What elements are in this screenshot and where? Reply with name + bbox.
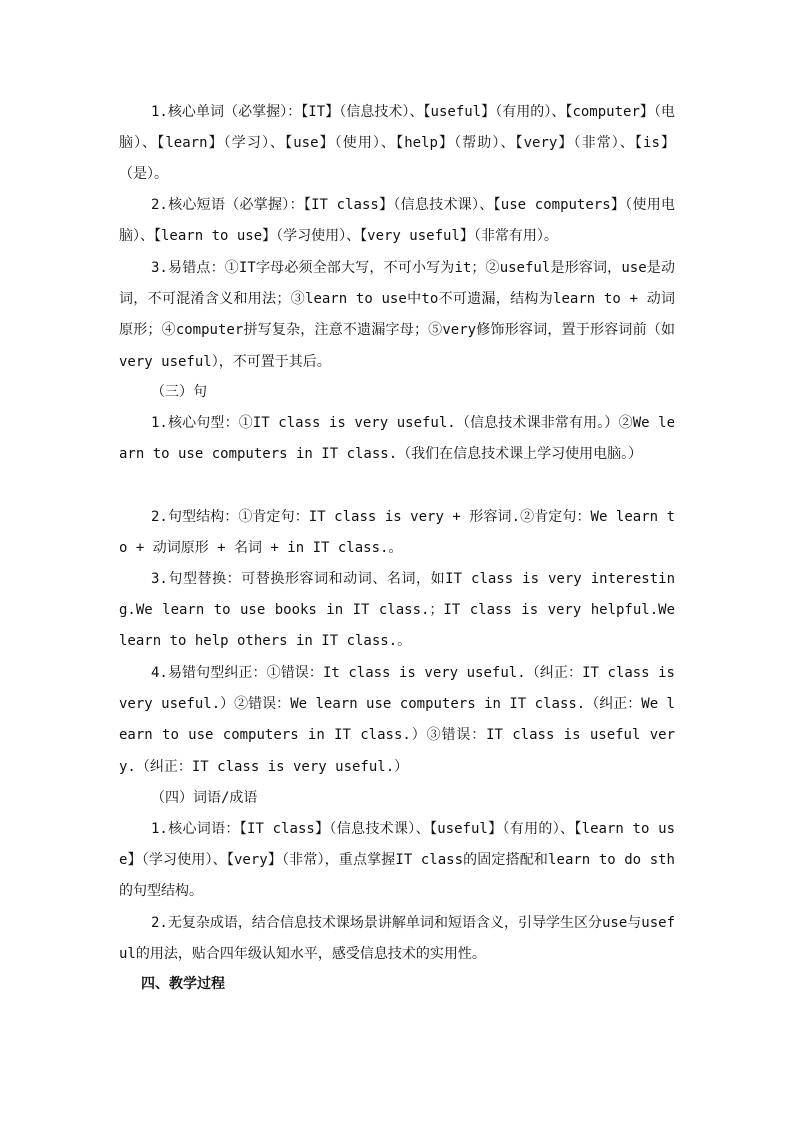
- sentence-structure-paragraph: 2.句型结构：①肯定句：IT class is very + 形容词.②肯定句：We learn to + 动词原形 + 名词 + in IT class.。: [119, 509, 675, 557]
- section-heading-phrases: （四）词语/成语: [151, 790, 258, 806]
- section-heading-teaching-process: 四、教学过程: [141, 976, 225, 992]
- section-heading-sentence: （三）句: [151, 384, 207, 400]
- error-points-paragraph: 3.易错点：①IT字母必须全部大写，不可小写为it；②useful是形容词，use是动词，不可混淆含义和用法；③learn to use中to不可遗漏，结构为learn to + 动词原形；④computer拼写复杂，注意不遗漏字母；⑤very修饰形容词，置于形容词前（如very useful），不可置于其后。: [119, 260, 675, 370]
- core-words-phrases-paragraph: 1.核心词语：【IT class】（信息技术课）、【useful】（有用的）、【learn to use】（学习使用）、【very】（非常），重点掌握IT class的固定搭配和learn to do sth的句型结构。: [119, 821, 675, 900]
- core-sentence-paragraph: 1.核心句型：①IT class is very useful.（信息技术课非常有用。）②We learn to use computers in IT class.（我们在信息技术课上学习使用电脑。）: [119, 415, 675, 463]
- sentence-correction-paragraph: 4.易错句型纠正：①错误：It class is very useful.（纠正：IT class is very useful.）②错误：We learn use computers in IT class.（纠正：We learn to use computers in IT class.）③错误：IT class is useful very.（纠正：IT class is very useful.）: [119, 665, 675, 775]
- core-phrases-paragraph: 2.核心短语（必掌握）：【IT class】（信息技术课）、【use computers】（使用电脑）、【learn to use】（学习使用）、【very useful】（非常有用）。: [119, 197, 675, 245]
- idiom-note-paragraph: 2.无复杂成语，结合信息技术课场景讲解单词和短语含义，引导学生区分use与useful的用法，贴合四年级认知水平，感受信息技术的实用性。: [119, 915, 675, 963]
- core-words-paragraph: 1.核心单词（必掌握）：【IT】（信息技术）、【useful】（有用的）、【computer】（电脑）、【learn】（学习）、【use】（使用）、【help】（帮助）、【very】（非常）、【is】（是）。: [119, 104, 675, 183]
- sentence-substitution-paragraph: 3.句型替换：可替换形容词和动词、名词，如IT class is very interesting.We learn to use books in IT class.；IT class is very helpful.We learn to help others in IT class.。: [119, 571, 675, 650]
